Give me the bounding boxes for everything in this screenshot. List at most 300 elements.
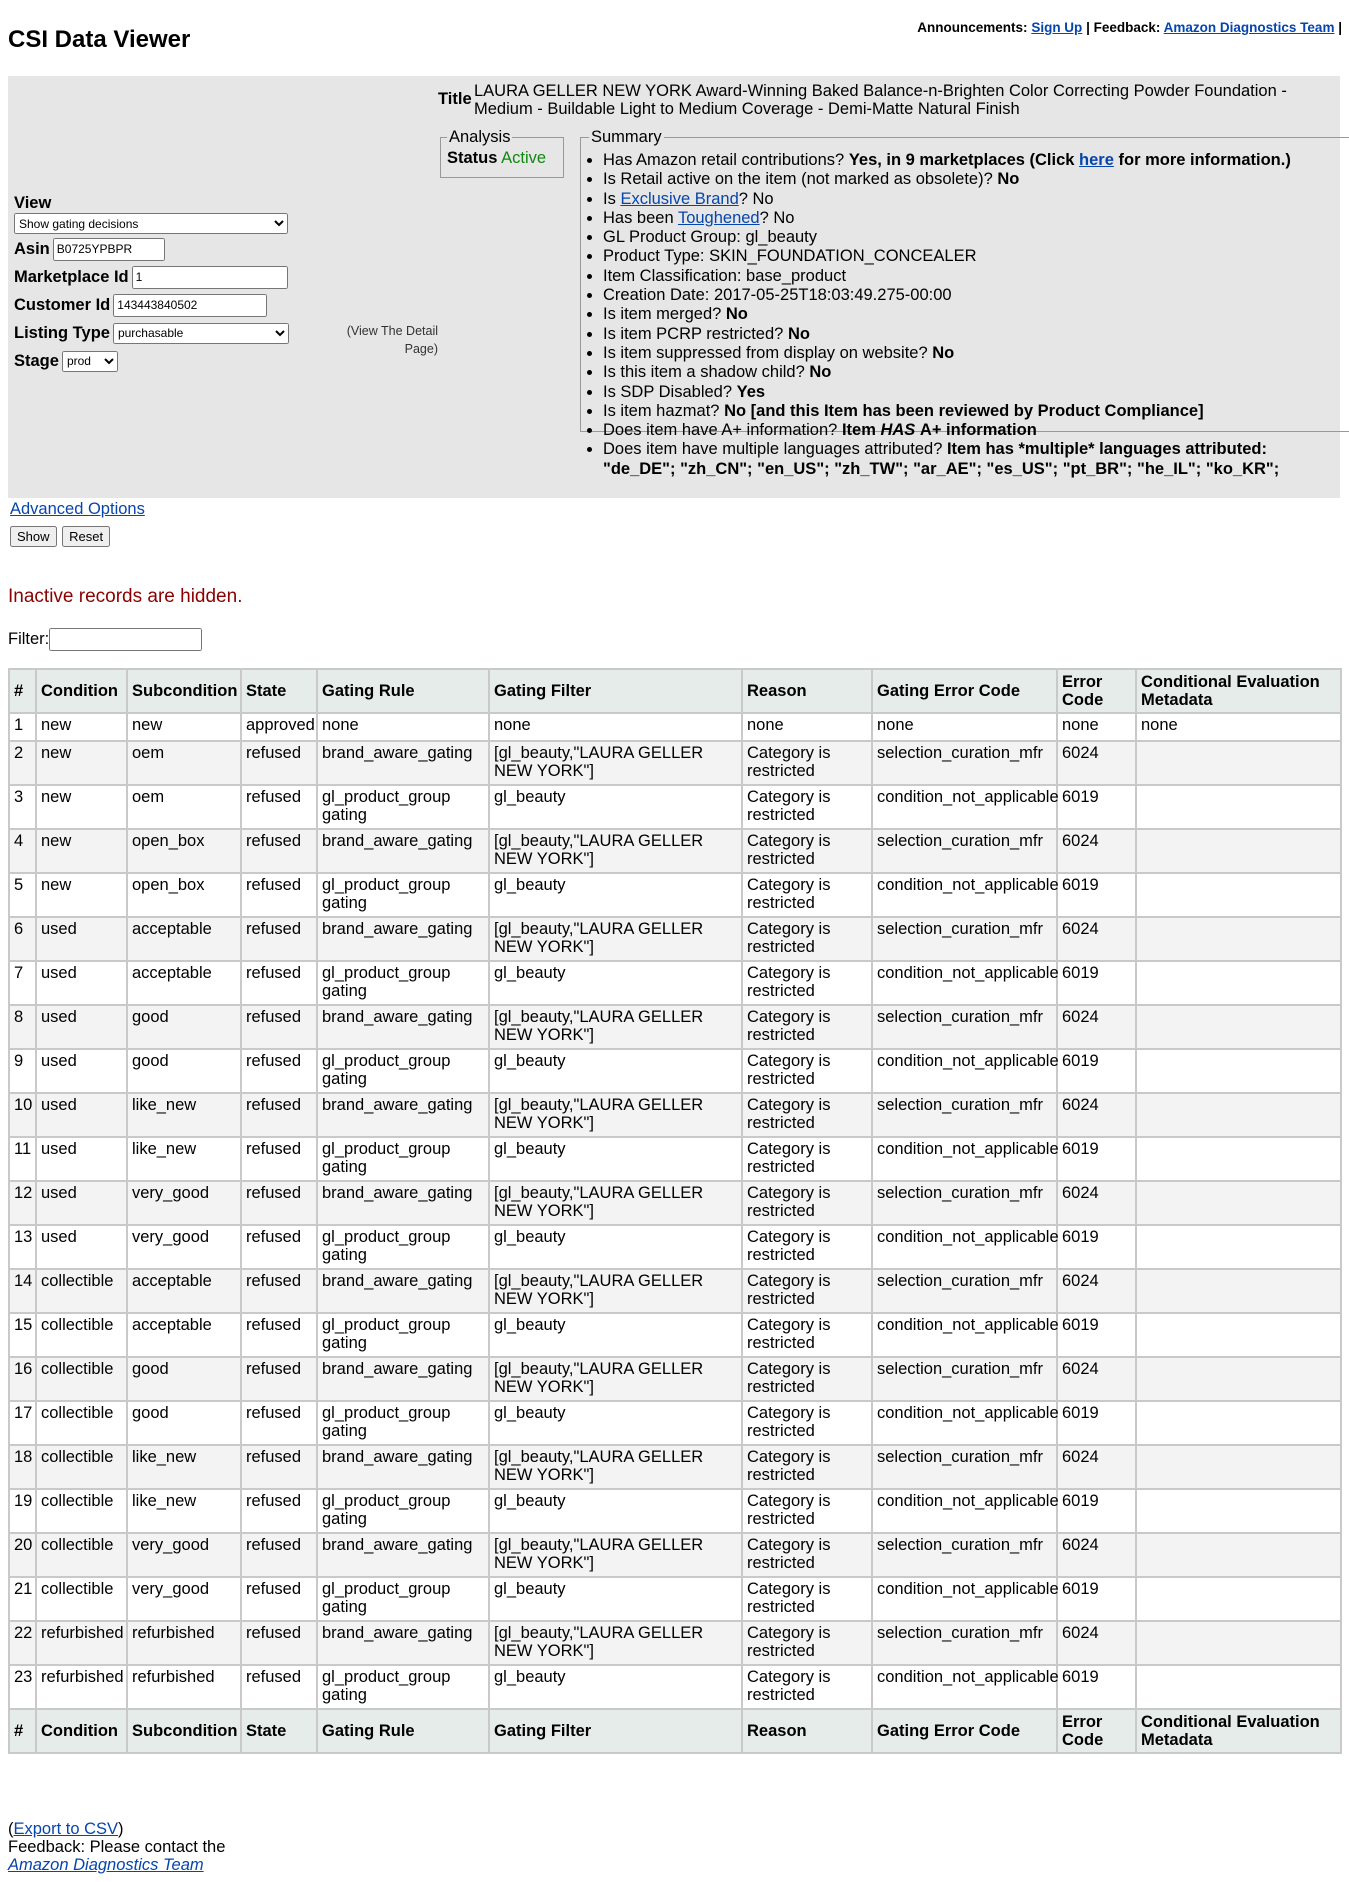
table-cell: refused (241, 741, 317, 785)
table-cell: new (127, 713, 241, 741)
table-cell: condition_not_applicable (872, 873, 1057, 917)
table-cell: gl_product_group gating (317, 1313, 489, 1357)
table-row (9, 1665, 1341, 1709)
table-cell: 7 (9, 961, 36, 1005)
table-row (9, 1621, 1341, 1665)
table-row (9, 917, 1341, 961)
table-cell: like_new (127, 1093, 241, 1137)
table-cell: gl_beauty (489, 1577, 742, 1621)
col-header[interactable]: State (241, 669, 317, 713)
table-cell: refused (241, 1225, 317, 1269)
table-cell: 8 (9, 1005, 36, 1049)
table-row (9, 1181, 1341, 1225)
filter-row (8, 628, 202, 651)
table-cell: refused (241, 1137, 317, 1181)
answer: No (997, 170, 1020, 189)
answer: No [and this Item has been reviewed by Product Compliance] (724, 401, 1204, 420)
table-cell: condition_not_applicable (872, 1049, 1057, 1093)
col-footer: # (9, 1709, 36, 1753)
table-cell: refused (241, 1577, 317, 1621)
summary-list (589, 151, 1341, 479)
table-cell: condition_not_applicable (872, 1401, 1057, 1445)
summary-item (603, 151, 1341, 170)
marketplace-input[interactable] (132, 266, 288, 289)
table-cell: Category is restricted (742, 741, 872, 785)
table-cell: 6019 (1057, 1313, 1136, 1357)
table-cell: refused (241, 1093, 317, 1137)
separator: | (1338, 20, 1342, 35)
question: Is Retail active on the item (not marked as obsolete)? (603, 170, 993, 189)
table-row (9, 713, 1341, 741)
col-header[interactable]: Subcondition (127, 669, 241, 713)
summary-item (603, 170, 1341, 189)
table-cell: selection_curation_mfr (872, 1269, 1057, 1313)
table-cell: brand_aware_gating (317, 829, 489, 873)
table-cell: gl_product_group gating (317, 785, 489, 829)
gating-table (8, 668, 1342, 1754)
detail-page-link[interactable]: (View The Detail Page) (346, 324, 438, 356)
table-cell: 6019 (1057, 961, 1136, 1005)
table-cell: brand_aware_gating (317, 1533, 489, 1577)
table-cell: Category is restricted (742, 917, 872, 961)
table-row (9, 1005, 1341, 1049)
table-cell: used (36, 1181, 127, 1225)
table-cell: very_good (127, 1533, 241, 1577)
answer: Item (841, 421, 876, 440)
export-line (8, 1820, 225, 1838)
table-row (9, 785, 1341, 829)
table-cell (1136, 1313, 1341, 1357)
col-header[interactable]: Conditional Evaluation Metadata (1136, 669, 1341, 713)
table-row (9, 829, 1341, 873)
table-cell: 17 (9, 1401, 36, 1445)
table-cell: 1 (9, 713, 36, 741)
table-cell: 4 (9, 829, 36, 873)
table-cell: gl_product_group gating (317, 873, 489, 917)
table-cell: 3 (9, 785, 36, 829)
announcements-label: Announcements: (917, 20, 1028, 35)
table-cell (1136, 1269, 1341, 1313)
table-cell: Category is restricted (742, 1049, 872, 1093)
summary-item: • Item Classification: base_product (603, 267, 1341, 286)
table-cell (1136, 1445, 1341, 1489)
col-header[interactable]: Gating Rule (317, 669, 489, 713)
col-footer: Subcondition (127, 1709, 241, 1753)
summary-item: • GL Product Group: gl_beauty (603, 228, 1341, 247)
table-cell: gl_beauty (489, 961, 742, 1005)
table-cell (1136, 961, 1341, 1005)
table-cell: gl_beauty (489, 873, 742, 917)
table-cell: none (489, 713, 742, 741)
table-cell: brand_aware_gating (317, 1005, 489, 1049)
col-footer: Conditional Evaluation Metadata (1136, 1709, 1341, 1753)
table-cell: gl_beauty (489, 1489, 742, 1533)
table-cell: 19 (9, 1489, 36, 1533)
table-cell (1136, 1401, 1341, 1445)
table-cell: 6 (9, 917, 36, 961)
table-cell (1136, 829, 1341, 873)
col-header[interactable]: Gating Filter (489, 669, 742, 713)
signup-link[interactable]: Sign Up (1031, 20, 1083, 35)
col-header[interactable]: Condition (36, 669, 127, 713)
table-cell: new (36, 873, 127, 917)
separator: | (1086, 20, 1090, 35)
table-cell: Category is restricted (742, 1005, 872, 1049)
table-cell: refused (241, 1269, 317, 1313)
table-cell: refused (241, 873, 317, 917)
table-cell: collectible (36, 1269, 127, 1313)
status-label: Status (447, 149, 498, 167)
table-cell (1136, 1137, 1341, 1181)
answer: ? No (738, 189, 774, 208)
table-cell: none (1057, 713, 1136, 741)
table-cell: none (317, 713, 489, 741)
table-cell: like_new (127, 1445, 241, 1489)
table-cell: refused (241, 785, 317, 829)
table-cell: brand_aware_gating (317, 1621, 489, 1665)
table-cell (1136, 1093, 1341, 1137)
table-cell: 6019 (1057, 1489, 1136, 1533)
table-cell: 6024 (1057, 1269, 1136, 1313)
table-cell: collectible (36, 1313, 127, 1357)
form-buttons (10, 526, 111, 547)
table-cell: Category is restricted (742, 1313, 872, 1357)
table-cell: used (36, 1093, 127, 1137)
table-cell: 6019 (1057, 1665, 1136, 1709)
col-header[interactable]: Reason (742, 669, 872, 713)
question: Is item PCRP restricted? (603, 324, 784, 343)
answer: Yes, in 9 marketplaces (Click (848, 151, 1075, 169)
table-cell: Category is restricted (742, 1225, 872, 1269)
paren: ( (8, 1820, 14, 1838)
table-cell: condition_not_applicable (872, 1665, 1057, 1709)
table-row (9, 1313, 1341, 1357)
table-cell: refused (241, 961, 317, 1005)
retail-info-link[interactable]: here (1079, 151, 1114, 169)
table-row (9, 1049, 1341, 1093)
table-cell: refused (241, 1445, 317, 1489)
table-cell: refurbished (36, 1665, 127, 1709)
table-cell (1136, 873, 1341, 917)
table-cell (1136, 1357, 1341, 1401)
table-cell: refused (241, 1049, 317, 1093)
col-header[interactable]: Gating Error Code (872, 669, 1057, 713)
inactive-notice: Inactive records are hidden. (8, 586, 243, 607)
listing-select[interactable] (113, 323, 289, 344)
table-header-row (9, 669, 1341, 713)
customer-label: Customer Id (14, 295, 111, 314)
table-cell: very_good (127, 1577, 241, 1621)
asin-row (14, 238, 289, 260)
table-cell: Category is restricted (742, 829, 872, 873)
stage-row (14, 350, 289, 372)
table-cell: selection_curation_mfr (872, 1181, 1057, 1225)
table-cell: 13 (9, 1225, 36, 1269)
table-cell: none (1136, 713, 1341, 741)
table-cell: collectible (36, 1357, 127, 1401)
table-cell: selection_curation_mfr (872, 829, 1057, 873)
table-cell: Category is restricted (742, 1577, 872, 1621)
table-row (9, 961, 1341, 1005)
table-cell: like_new (127, 1489, 241, 1533)
col-footer: Gating Rule (317, 1709, 489, 1753)
table-cell: 12 (9, 1181, 36, 1225)
view-select[interactable] (14, 213, 288, 234)
advanced-options-link[interactable]: Advanced Options (10, 500, 145, 518)
export-csv-link[interactable]: Export to CSV (13, 1820, 119, 1838)
app-title: CSI Data Viewer (8, 26, 191, 53)
table-cell: Category is restricted (742, 1533, 872, 1577)
table-cell: condition_not_applicable (872, 1225, 1057, 1269)
summary-box (580, 128, 1349, 478)
table-cell: used (36, 1137, 127, 1181)
table-cell: gl_beauty (489, 1225, 742, 1269)
table-cell: refused (241, 1621, 317, 1665)
customer-row (14, 294, 289, 316)
question: Is item suppressed from display on website? (603, 343, 928, 362)
table-row (9, 1225, 1341, 1269)
table-cell: selection_curation_mfr (872, 1533, 1057, 1577)
table-cell: selection_curation_mfr (872, 741, 1057, 785)
table-cell: 6024 (1057, 1005, 1136, 1049)
summary-item (603, 421, 1341, 440)
summary-item (603, 383, 1341, 402)
table-cell: Category is restricted (742, 1137, 872, 1181)
table-cell: gl_product_group gating (317, 1577, 489, 1621)
table-cell (1136, 741, 1341, 785)
filter-input[interactable] (49, 628, 202, 651)
table-cell: very_good (127, 1225, 241, 1269)
table-cell: refurbished (127, 1621, 241, 1665)
answer: No (725, 305, 748, 324)
listing-row (14, 322, 289, 344)
table-cell: 6024 (1057, 829, 1136, 873)
table-cell: brand_aware_gating (317, 1445, 489, 1489)
table-cell: used (36, 1049, 127, 1093)
table-cell: acceptable (127, 1313, 241, 1357)
col-header[interactable]: Error Code (1057, 669, 1136, 713)
col-footer: Reason (742, 1709, 872, 1753)
table-cell: gl_beauty (489, 785, 742, 829)
table-cell: gl_beauty (489, 1313, 742, 1357)
table-cell: refused (241, 829, 317, 873)
table-cell: Category is restricted (742, 961, 872, 1005)
summary-legend: Summary (591, 128, 662, 146)
table-cell: open_box (127, 829, 241, 873)
answer: ? No (759, 208, 795, 227)
col-footer: Error Code (1057, 1709, 1136, 1753)
table-cell: 9 (9, 1049, 36, 1093)
table-cell: 6019 (1057, 873, 1136, 917)
table-row (9, 1445, 1341, 1489)
summary-item (603, 190, 1341, 209)
table-cell: refused (241, 1489, 317, 1533)
table-cell (1136, 1005, 1341, 1049)
table-cell: 23 (9, 1665, 36, 1709)
table-cell: 2 (9, 741, 36, 785)
table-cell: [gl_beauty,"LAURA GELLER NEW YORK"] (489, 829, 742, 873)
col-header[interactable]: # (9, 669, 36, 713)
paren: ) (118, 1820, 124, 1838)
summary-item: • Product Type: SKIN_FOUNDATION_CONCEALER (603, 247, 1341, 266)
table-cell: approved (241, 713, 317, 741)
table-row (9, 1357, 1341, 1401)
table-cell: new (36, 713, 127, 741)
table-cell: [gl_beauty,"LAURA GELLER NEW YORK"] (489, 1533, 742, 1577)
table-cell: brand_aware_gating (317, 917, 489, 961)
asin-label: Asin (14, 239, 50, 258)
table-cell: brand_aware_gating (317, 1357, 489, 1401)
table-cell (1136, 917, 1341, 961)
table-cell: selection_curation_mfr (872, 1621, 1057, 1665)
question: Is (603, 189, 616, 208)
table-cell: 6019 (1057, 1049, 1136, 1093)
listing-label: Listing Type (14, 323, 110, 342)
col-footer: State (241, 1709, 317, 1753)
table-cell: condition_not_applicable (872, 961, 1057, 1005)
question: Does item have A+ information? (603, 421, 838, 440)
table-cell: [gl_beauty,"LAURA GELLER NEW YORK"] (489, 1181, 742, 1225)
analysis-legend: Analysis (449, 128, 511, 146)
view-row (14, 194, 289, 234)
table-cell: refused (241, 1401, 317, 1445)
table-cell: 6019 (1057, 1577, 1136, 1621)
page-footer (8, 1820, 225, 1874)
table-body (9, 713, 1341, 1709)
table-cell: Category is restricted (742, 1401, 872, 1445)
table-cell: collectible (36, 1577, 127, 1621)
table-cell: good (127, 1049, 241, 1093)
table-cell: [gl_beauty,"LAURA GELLER NEW YORK"] (489, 1445, 742, 1489)
table-cell: 10 (9, 1093, 36, 1137)
table-cell: oem (127, 741, 241, 785)
table-cell: 6024 (1057, 741, 1136, 785)
table-cell: new (36, 829, 127, 873)
question: Is item merged? (603, 305, 722, 324)
answer: No (932, 343, 955, 362)
table-cell: 6019 (1057, 1225, 1136, 1269)
show-button[interactable]: Show (10, 526, 57, 547)
table-cell: 6024 (1057, 917, 1136, 961)
table-cell: used (36, 1225, 127, 1269)
exclusive-brand-link[interactable]: Exclusive Brand (620, 189, 739, 208)
table-cell: gl_product_group gating (317, 961, 489, 1005)
col-footer: Gating Error Code (872, 1709, 1057, 1753)
table-cell: 18 (9, 1445, 36, 1489)
table-row (9, 1269, 1341, 1313)
table-cell (1136, 1489, 1341, 1533)
table-cell: oem (127, 785, 241, 829)
table-cell: [gl_beauty,"LAURA GELLER NEW YORK"] (489, 1621, 742, 1665)
table-cell: used (36, 1005, 127, 1049)
stage-label: Stage (14, 351, 59, 370)
table-cell: 22 (9, 1621, 36, 1665)
summary-item (603, 402, 1341, 421)
table-cell: selection_curation_mfr (872, 1005, 1057, 1049)
footer-team-link[interactable]: Amazon Diagnostics Team (8, 1856, 204, 1874)
query-form (14, 194, 289, 378)
table-cell: gl_product_group gating (317, 1401, 489, 1445)
table-cell: 6024 (1057, 1533, 1136, 1577)
table-cell: [gl_beauty,"LAURA GELLER NEW YORK"] (489, 1093, 742, 1137)
table-cell: selection_curation_mfr (872, 1357, 1057, 1401)
table-cell: good (127, 1401, 241, 1445)
table-cell: 6024 (1057, 1181, 1136, 1225)
table-row (9, 1137, 1341, 1181)
table-cell: refused (241, 1357, 317, 1401)
table-cell: gl_beauty (489, 1049, 742, 1093)
table-cell: condition_not_applicable (872, 1489, 1057, 1533)
table-cell: 6024 (1057, 1621, 1136, 1665)
question: Has been (603, 208, 674, 227)
table-cell: condition_not_applicable (872, 1577, 1057, 1621)
table-cell: brand_aware_gating (317, 1181, 489, 1225)
stage-select[interactable] (62, 351, 118, 372)
summary-item (603, 363, 1341, 382)
table-cell: none (742, 713, 872, 741)
answer: No (809, 363, 832, 382)
table-cell: condition_not_applicable (872, 1313, 1057, 1357)
table-cell: brand_aware_gating (317, 1093, 489, 1137)
table-cell: collectible (36, 1445, 127, 1489)
table-cell: gl_beauty (489, 1137, 742, 1181)
toughened-link[interactable]: Toughened (677, 208, 760, 227)
table-cell: refurbished (127, 1665, 241, 1709)
table-cell: new (36, 741, 127, 785)
analysis-box (440, 128, 564, 178)
customer-input[interactable] (113, 294, 267, 317)
answer: Yes (736, 382, 766, 401)
answer-emphasis: HAS (880, 421, 916, 440)
table-cell: brand_aware_gating (317, 1269, 489, 1313)
table-cell (1136, 1577, 1341, 1621)
table-cell: selection_curation_mfr (872, 917, 1057, 961)
table-row (9, 1533, 1341, 1577)
marketplace-label: Marketplace Id (14, 267, 129, 286)
table-cell: brand_aware_gating (317, 741, 489, 785)
table-cell: good (127, 1357, 241, 1401)
asin-input[interactable] (53, 238, 165, 261)
table-cell: 14 (9, 1269, 36, 1313)
table-cell: gl_product_group gating (317, 1049, 489, 1093)
table-cell: Category is restricted (742, 1181, 872, 1225)
table-row (9, 1093, 1341, 1137)
answer: for more information.) (1118, 151, 1291, 169)
table-cell: Category is restricted (742, 1357, 872, 1401)
table-cell: acceptable (127, 917, 241, 961)
top-links-bar (917, 20, 1342, 35)
table-cell: gl_product_group gating (317, 1665, 489, 1709)
table-cell: gl_beauty (489, 1401, 742, 1445)
table-cell: refused (241, 1533, 317, 1577)
table-cell: gl_beauty (489, 1665, 742, 1709)
table-cell: 6019 (1057, 1137, 1136, 1181)
table-cell: used (36, 961, 127, 1005)
reset-button[interactable]: Reset (62, 526, 110, 547)
question: Does item have multiple languages attributed? (603, 440, 943, 459)
diagnostics-team-link[interactable]: Amazon Diagnostics Team (1163, 20, 1335, 35)
table-cell: good (127, 1005, 241, 1049)
table-cell: selection_curation_mfr (872, 1445, 1057, 1489)
table-cell: Category is restricted (742, 873, 872, 917)
answer: Item has *multiple* languages attributed: "de_DE"; "zh_CN"; "en_US"; "zh_TW"; "ar_AE"; "es_US"; "pt_BR"; "he_IL"; "ko_KR"; (603, 440, 1280, 478)
table-cell: refused (241, 1005, 317, 1049)
table-cell (1136, 1049, 1341, 1093)
question: Is this item a shadow child? (603, 363, 805, 382)
table-cell: [gl_beauty,"LAURA GELLER NEW YORK"] (489, 1357, 742, 1401)
table-cell: acceptable (127, 1269, 241, 1313)
table-cell: 11 (9, 1137, 36, 1181)
